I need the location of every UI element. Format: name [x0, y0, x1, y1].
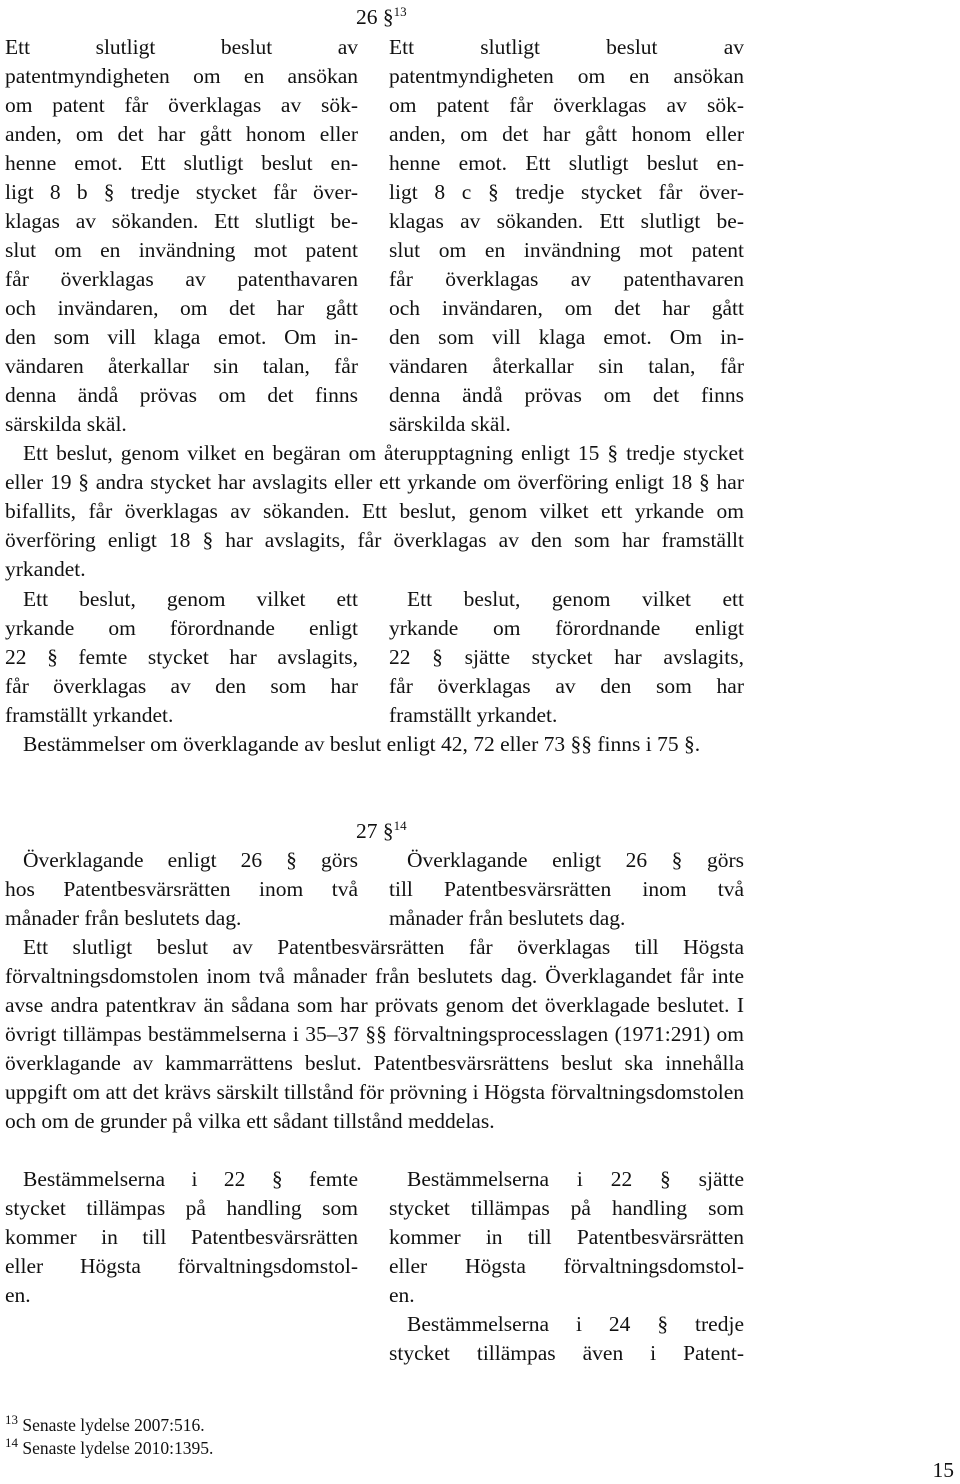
- text-line: Ett slutligt beslut av: [5, 35, 358, 59]
- text-line: denna ändå prövas om det finns: [5, 383, 358, 407]
- footnote: [5, 1413, 205, 1437]
- text-line: får överklagas av den som har: [5, 674, 358, 698]
- sec26-left-column-2: [5, 585, 358, 730]
- text-line: eller Högsta förvaltningsdomstol-: [5, 1254, 358, 1278]
- text-line: särskilda skäl.: [5, 412, 127, 436]
- text-line: särskilda skäl.: [389, 412, 511, 436]
- section-27-heading: [356, 817, 407, 846]
- text-line: den som vill klaga emot. Om in-: [5, 325, 358, 349]
- text-line: månader från beslutets dag.: [5, 906, 242, 930]
- footnote-ref: 14: [393, 817, 407, 833]
- text-line: hos Patentbesvärsrätten inom två: [5, 877, 358, 901]
- text-line: anden, om det har gått honom eller: [5, 122, 358, 146]
- text-line: denna ändå prövas om det finns: [389, 383, 744, 407]
- text-line: ligt 8 b § tredje stycket får över-: [5, 180, 358, 204]
- text-line: henne emot. Ett slutligt beslut en-: [389, 151, 744, 175]
- text-line: kommer in till Patentbesvärsrätten: [389, 1225, 744, 1249]
- sec26-right-column-2: [389, 585, 744, 730]
- sec27-right-column-2: [389, 1165, 744, 1368]
- text-line: ligt 8 c § tredje stycket får över-: [389, 180, 744, 204]
- text-line: Ett beslut, genom vilket ett: [407, 587, 744, 611]
- text-line: får överklagas av patenthavaren: [5, 267, 358, 291]
- sec26-right-column: [389, 33, 744, 439]
- text-line: om patent får överklagas av sök-: [5, 93, 358, 117]
- sec27-common-paragraph: Ett slutligt beslut av Patentbesvärsrätten får överklagas till Högsta förvaltningsdomstolen inom två månader från beslutets dag. Överklagandet får inte avse andra patentkrav än sådana som har prövats genom det överklagade beslutet. I övrigt tillämpas bestämmelserna i 35–37 §§ förvaltningsprocesslagen (1971:291) om överklagande av kammarrättens beslut. Patentbesvärsrättens beslut ska innehålla uppgift om att det krävs särskilt tillstånd för prövning i Högsta förvaltningsdomstolen och om de grunder på vilka ett sådant tillstånd meddelas.: [5, 935, 744, 1133]
- footnote: [5, 1436, 213, 1460]
- sec27-right-column: [389, 846, 744, 933]
- text-line: en.: [389, 1283, 415, 1307]
- text-line: får överklagas av patenthavaren: [389, 267, 744, 291]
- footnote-number: 13: [5, 1412, 18, 1428]
- text-line: klagas av sökanden. Ett slutligt be-: [5, 209, 358, 233]
- text-line: och invändaren, om det har gått: [5, 296, 358, 320]
- sec26-left-column: [5, 33, 358, 439]
- text-line: eller Högsta förvaltningsdomstol-: [389, 1254, 744, 1278]
- text-line: får överklagas av den som har: [389, 674, 744, 698]
- text-line: framställt yrkandet.: [5, 703, 174, 727]
- footnote-text: Senaste lydelse 2007:516.: [22, 1415, 205, 1435]
- text-line: yrkande om förordnande enligt: [5, 616, 358, 640]
- text-line: slut om en invändning mot patent: [5, 238, 358, 262]
- section-number: 27 §: [356, 819, 394, 843]
- text-line: Överklagande enligt 26 § görs: [407, 848, 744, 872]
- text-line: stycket tillämpas även i Patent-: [389, 1341, 744, 1365]
- text-line: stycket tillämpas på handling som: [389, 1196, 744, 1220]
- text-line: Bestämmelserna i 22 § femte: [23, 1167, 358, 1191]
- sec27-left-column-2: [5, 1165, 358, 1310]
- text-line: klagas av sökanden. Ett slutligt be-: [389, 209, 744, 233]
- footnote-ref: 13: [393, 3, 407, 19]
- text-line: 22 § femte stycket har avslagits,: [5, 645, 358, 669]
- text-line: patentmyndigheten om en ansökan: [389, 64, 744, 88]
- text-line: framställt yrkandet.: [389, 703, 558, 727]
- text-line: 22 § sjätte stycket har avslagits,: [389, 645, 744, 669]
- text-line: och invändaren, om det har gått: [389, 296, 744, 320]
- footnote-text: Senaste lydelse 2010:1395.: [22, 1438, 214, 1458]
- text-line: månader från beslutets dag.: [389, 906, 626, 930]
- text-line: stycket tillämpas på handling som: [5, 1196, 358, 1220]
- text-line: Bestämmelserna i 24 § tredje: [407, 1312, 744, 1336]
- text-line: den som vill klaga emot. Om in-: [389, 325, 744, 349]
- text-line: slut om en invändning mot patent: [389, 238, 744, 262]
- page-number: 15: [932, 1458, 954, 1482]
- text-line: Ett slutligt beslut av: [389, 35, 744, 59]
- text-line: henne emot. Ett slutligt beslut en-: [5, 151, 358, 175]
- footnote-number: 14: [5, 1435, 18, 1451]
- text-line: anden, om det har gått honom eller: [389, 122, 744, 146]
- sec26-common-paragraph: Ett beslut, genom vilket en begäran om återupptagning enligt 15 § tredje stycket eller 19 § andra stycket har avslagits eller ett yrkande om överföring enligt 18 § har bifallits, får överklagas av sökanden. Ett beslut, genom vilket ett yrkande om överföring enligt 18 § har avslagits, får överklagas av den som har framställt yrkandet.: [5, 441, 744, 581]
- text-line: till Patentbesvärsrätten inom två: [389, 877, 744, 901]
- text-line: patentmyndigheten om en ansökan: [5, 64, 358, 88]
- text-line: vändaren återkallar sin talan, får: [5, 354, 358, 378]
- section-26-heading: [356, 3, 407, 32]
- sec26-closing-paragraph: Bestämmelser om överklagande av beslut enligt 42, 72 eller 73 §§ finns i 75 §.: [23, 732, 701, 756]
- text-line: Ett beslut, genom vilket ett: [23, 587, 358, 611]
- text-line: en.: [5, 1283, 31, 1307]
- text-line: vändaren återkallar sin talan, får: [389, 354, 744, 378]
- text-line: Bestämmelserna i 22 § sjätte: [407, 1167, 744, 1191]
- text-line: yrkande om förordnande enligt: [389, 616, 744, 640]
- text-line: om patent får överklagas av sök-: [389, 93, 744, 117]
- text-line: kommer in till Patentbesvärsrätten: [5, 1225, 358, 1249]
- sec27-left-column: [5, 846, 358, 933]
- section-number: 26 §: [356, 5, 394, 29]
- text-line: Överklagande enligt 26 § görs: [23, 848, 358, 872]
